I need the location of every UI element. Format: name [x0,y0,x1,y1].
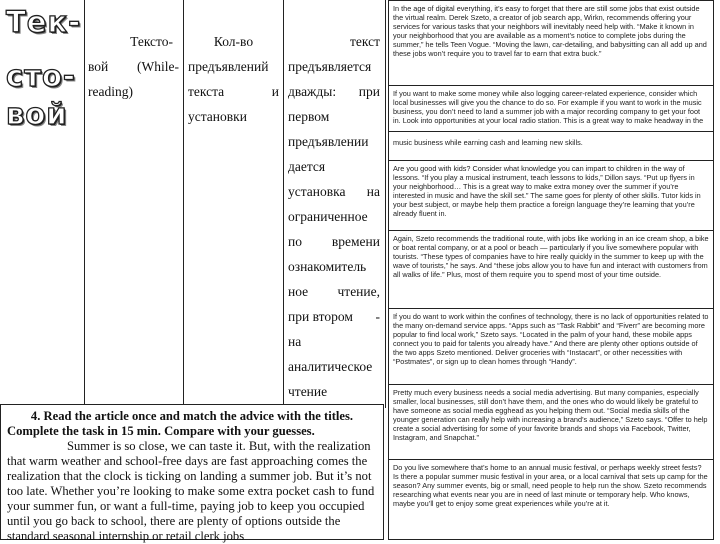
description-line: при втором [288,309,353,324]
article-text: If you do want to work within the confines of technology, there is no lack of opportunities related to the many on-demand service apps. “Apps such as “Task Rabbit” and “Fiverr” are becoming more popular to find local work,” Szeto says. “Located in the palm of your hand, these mobile apps connect you to paid for talents you already have.” And there are plenty other options outside of the two apps Szeto mentioned. Deliver groceries with “Instacart”, or other necessities with “Postmates”, or sign up to clean homes through “Handy”. [393,312,709,367]
description-line: по [288,234,302,249]
description-line: на [288,334,302,349]
article-text: If you want to make some money while also logging career-related experience, consider which local businesses will give you the chance to do so. For example if you want to work in the music business, you don’t need to land a summer job with a major recording company to get your foot in. Look into opportunities at your local radio station. This is a great way to make headway in the [393,89,704,126]
description-line: дважды: [288,84,337,99]
stage-line-2b: (While- [137,59,179,74]
article-column [388,0,718,540]
description-line: аналитическое [288,359,373,374]
description-line: дается [288,159,326,174]
stage-line-3: reading) [88,84,133,99]
description-line: при [358,84,380,99]
article-text: music business while earning cash and learning new skills. [393,138,583,147]
article-paragraph [388,460,714,540]
task-body: Summer is so close, we can taste it. But, with the realization that warm weather and school-free days are fast approaching comes the realization that the clock is ticking on landing a summer job. But it’s not too late. Whether you’re looking to make some extra pocket cash to fund your summer fun, or want a full-time, paying job to keep you occupied until you go back to school, there are plenty of options outside the standard seasonal internship or retail clerk jobs [7,439,375,543]
presentations-line-1: Кол-во [213,34,254,49]
table-cell-stage [88,34,179,100]
task-title: 4. Read the article once and match the advice with the titles. [30,409,354,423]
presentations-line-3b: и [271,84,279,99]
task-box [0,404,384,543]
stage-line-2a: вой [88,59,109,74]
table-divider [283,0,284,408]
description-line: ное [288,284,309,299]
presentations-line-3a: текста [188,84,225,99]
article-paragraph [388,309,714,385]
description-line: времени [331,234,380,249]
article-text: Pretty much every business needs a social media advertising. But many companies, especially smaller, local businesses, still don’t have them, and the ones who do would likely be grateful to have someone as social media egghead as you helping them out. “Social media skills of the younger generation can really help with increasing a brand’s audience,” Szeto says. “Offer to help create a social advertising for some of your favorite brands and shops via Facebook, Twitter, Instagram, and Snapchat.” [393,388,708,443]
description-line: чтение [288,384,328,399]
description-line: первом [288,109,330,124]
description-line: установка [288,184,346,199]
stage-line-1: Тексто- [130,34,173,49]
description-line: на [366,184,380,199]
article-paragraph [388,86,714,131]
table-cell-presentations [188,34,279,125]
article-text: Are you good with kids? Consider what knowledge you can impart to children in the way of lessons. “If you play a musical instrument, teach lessons to kids,” Dillon says. “Put up flyers in your neighborhood… This is a great way to make extra money over the summer if you’re interested in music and have the skill set.” The same goes for plenty of other skills. Tutor kids in your best subject, or maybe help them practice a foreign language they’re learning that you’re already fluent in. [393,164,701,219]
article-text: In the age of digital everything, it’s easy to forget that there are still some jobs that exist outside the virtual realm. Derek Szeto, a creator of job search app, Wirkn, recommends offering your services for various tasks that your neighbors will inevitably need help with. “Make it known in your neighborhood that you are available as a moment’s notice to complete jobs during the summer,” he tells Teen Vogue. “Moving the lawn, car-detailing, and babysitting can all add up and these jobs won’t require you to travel far to earn that extra buck.” [393,4,707,59]
description-line: ознакомитель [288,259,367,274]
article-paragraph [388,0,714,86]
presentations-line-4: установки [188,109,247,124]
article-paragraph [388,161,714,231]
article-text: Do you live somewhere that’s home to an annual music festival, or perhaps weekly street fests? Is there a popular summer music festival in your area, or a local carnival that sets up camp for the season? Any summer events, big or small, need people to help run the show. Szeto recommends researching what events near you are in need of last minute or temporary help. Who knows, maybe you’ll get to enjoy some great experiences while you’re at it. [393,463,708,509]
article-paragraph [388,131,714,161]
section-title-line-1: Тек- [6,5,82,39]
section-title-line-2: сто- [6,59,76,93]
article-text: Again, Szeto recommends the traditional route, with jobs like working in an ice cream shop, a bike or boat rental company, or at a pool or beach — particularly if you live somewhere popular with tourists. “These types of companies have to hire really quickly in the summer to keep up with the wave of tourists,” he says. And “these jobs allow you to have fun and interact with customers from all walks of life.” Plus, most of them require you to spend most of your time outside. [393,234,709,280]
description-line: предъявлении [288,134,369,149]
description-line: - [375,309,380,324]
task-subtitle: Complete the task in 15 min. Compare with your guesses. [7,424,315,438]
table-cell-description [288,34,380,400]
description-line: чтение, [337,284,380,299]
table-divider [183,0,184,408]
presentations-line-2: предъявлений [188,59,269,74]
description-line: предъявляется [288,59,372,74]
article-paragraph [388,385,714,460]
section-title-line-3: вой [6,97,68,131]
description-line: текст [349,34,380,49]
article-paragraph [388,231,714,309]
description-line: ограниченное [288,209,368,224]
